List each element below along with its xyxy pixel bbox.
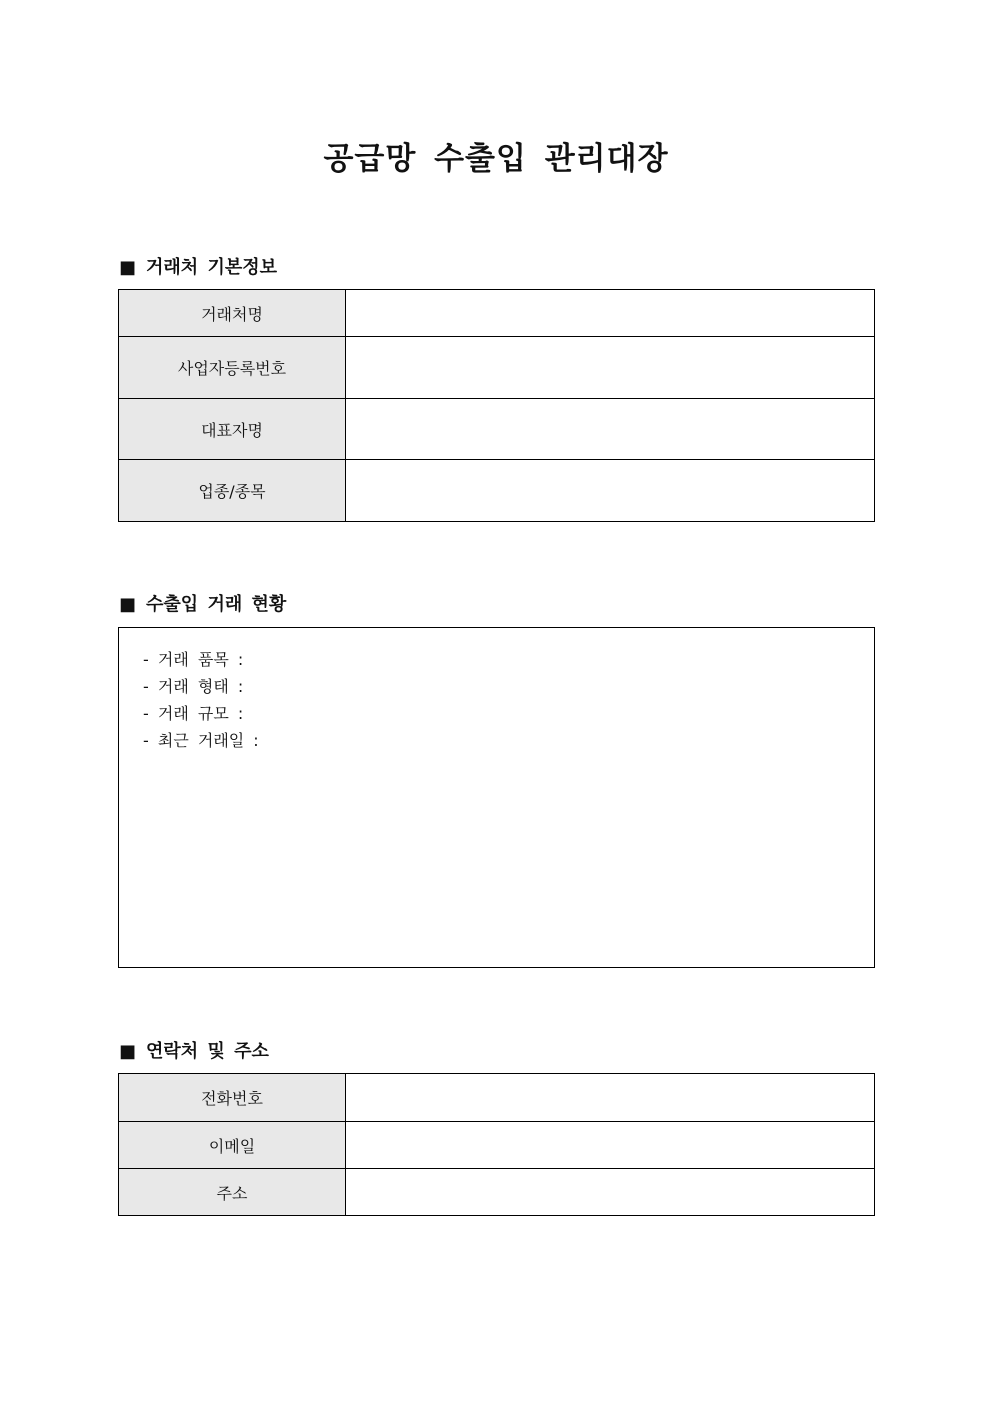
section-heading-trade-status [119,590,286,616]
section-heading-label: 수출입 거래 현황 [146,594,287,615]
table-row [119,460,875,522]
square-bullet-icon: ■ [119,1041,137,1062]
trade-type-line: - 거래 형태 : [143,677,244,696]
email-field[interactable] [346,1122,875,1169]
table-row [119,290,875,337]
basic-info-table [118,289,875,522]
label-business-type: 업종/종목 [119,460,346,522]
representative-name-field[interactable] [346,399,875,460]
business-type-field[interactable] [346,460,875,522]
phone-field[interactable] [346,1074,875,1122]
table-row [119,337,875,399]
contact-table [118,1073,875,1216]
section-heading-basic-info [119,253,277,279]
business-name-field[interactable] [346,290,875,337]
table-row [119,1122,875,1169]
business-registration-number-field[interactable] [346,337,875,399]
document-title: 공급망 수출입 관리대장 [323,141,669,177]
label-address: 주소 [119,1169,346,1216]
table-row [119,1169,875,1216]
trade-status-list [119,628,874,754]
section-heading-label: 거래처 기본정보 [146,257,277,278]
label-phone: 전화번호 [119,1074,346,1122]
trade-status-box[interactable] [118,627,875,968]
trade-item-line: - 거래 품목 : [143,650,244,669]
table-row [119,399,875,460]
trade-scale-line: - 거래 규모 : [143,704,244,723]
label-business-name: 거래처명 [119,290,346,337]
label-email: 이메일 [119,1122,346,1169]
address-field[interactable] [346,1169,875,1216]
section-heading-label: 연락처 및 주소 [146,1041,269,1062]
square-bullet-icon: ■ [119,594,137,615]
recent-trade-date-line: - 최근 거래일 : [143,731,259,750]
table-row [119,1074,875,1122]
section-heading-contact [119,1037,269,1063]
square-bullet-icon: ■ [119,257,137,278]
label-business-registration-number: 사업자등록번호 [119,337,346,399]
label-representative-name: 대표자명 [119,399,346,460]
